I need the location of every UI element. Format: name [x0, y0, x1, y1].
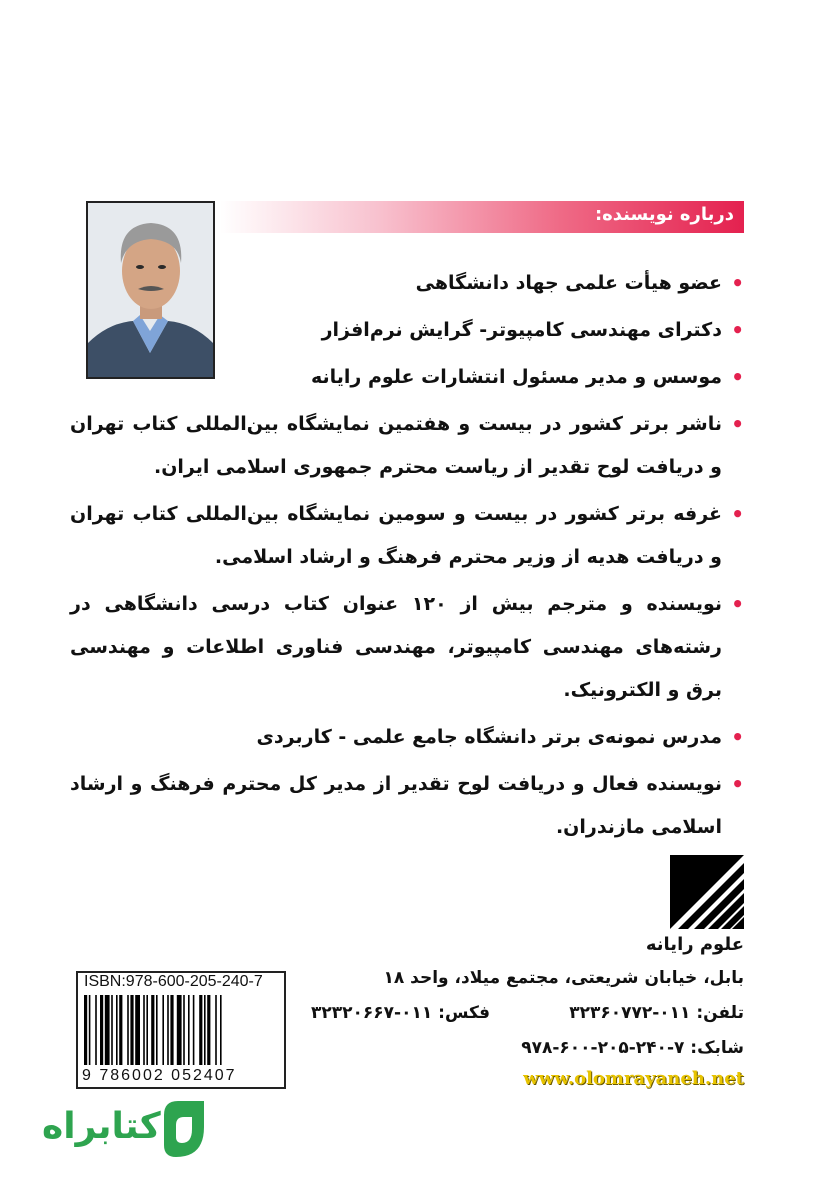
- list-item: • غرفه برتر کشور در بیست و سومین نمایشگاه بین‌المللی کتاب تهران و دریافت هدیه از وزیر محترم فرهنگ و ارشاد اسلامی.: [70, 493, 744, 579]
- list-item: • مدرس نمونه‌ی برتر دانشگاه جامع علمی - کاربردی: [70, 716, 744, 759]
- list-item: • موسس و مدیر مسئول انتشارات علوم رایانه: [70, 356, 744, 399]
- list-item: • نویسنده فعال و دریافت لوح تقدیر از مدیر کل محترم فرهنگ و ارشاد اسلامی مازندران.: [70, 763, 744, 849]
- bullet-icon: •: [731, 772, 744, 796]
- publisher-name: علوم رایانه: [645, 934, 744, 955]
- barcode-digits: 9 786002 052407: [82, 1067, 237, 1084]
- publisher-address: بابل، خیابان شریعتی، مجتمع میلاد، واحد ۱۸: [383, 968, 744, 988]
- list-item: • نویسنده و مترجم بیش از ۱۲۰ عنوان کتاب درسی دانشگاهی در رشته‌های مهندسی کامپیوتر، مهندسی فناوری اطلاعات و مهندسی برق و الکترونیک.: [70, 583, 744, 712]
- bio-list: [70, 262, 744, 853]
- list-item: • ناشر برتر کشور در بیست و هفتمین نمایشگاه بین‌المللی کتاب تهران و دریافت لوح تقدیر از ریاست محترم جمهوری اسلامی ایران.: [70, 403, 744, 489]
- isbn-label: ISBN:978-600-205-240-7: [84, 973, 263, 990]
- section-title: درباره نویسنده:: [594, 204, 734, 225]
- list-item: • دکترای مهندسی کامپیوتر- گرایش نرم‌افزار: [70, 309, 744, 352]
- bullet-icon: •: [731, 271, 744, 295]
- publisher-isbn-fa: شابک: ۷-۲۴۰-۲۰۵-۶۰۰-۹۷۸: [521, 1038, 744, 1058]
- bullet-icon: •: [731, 412, 744, 436]
- list-item: • عضو هیأت علمی جهاد دانشگاهی: [70, 262, 744, 305]
- publisher-website-link[interactable]: www.olomrayaneh.net: [523, 1068, 744, 1089]
- bullet-icon: •: [731, 592, 744, 616]
- bullet-icon: •: [731, 318, 744, 342]
- publisher-phone: تلفن: ۰۱۱-۳۲۳۶۰۷۷۲: [569, 1003, 744, 1023]
- bullet-icon: •: [731, 725, 744, 749]
- watermark-text: کتابراه: [42, 1106, 161, 1147]
- bullet-icon: •: [731, 502, 744, 526]
- barcode-icon: [84, 995, 280, 1065]
- section-banner: [220, 201, 744, 233]
- barcode: [76, 971, 286, 1089]
- publisher-fax: فکس: ۰۱۱-۳۲۳۲۰۶۶۷: [311, 1003, 490, 1023]
- bullet-icon: •: [731, 365, 744, 389]
- publisher-logo-icon: [670, 855, 744, 929]
